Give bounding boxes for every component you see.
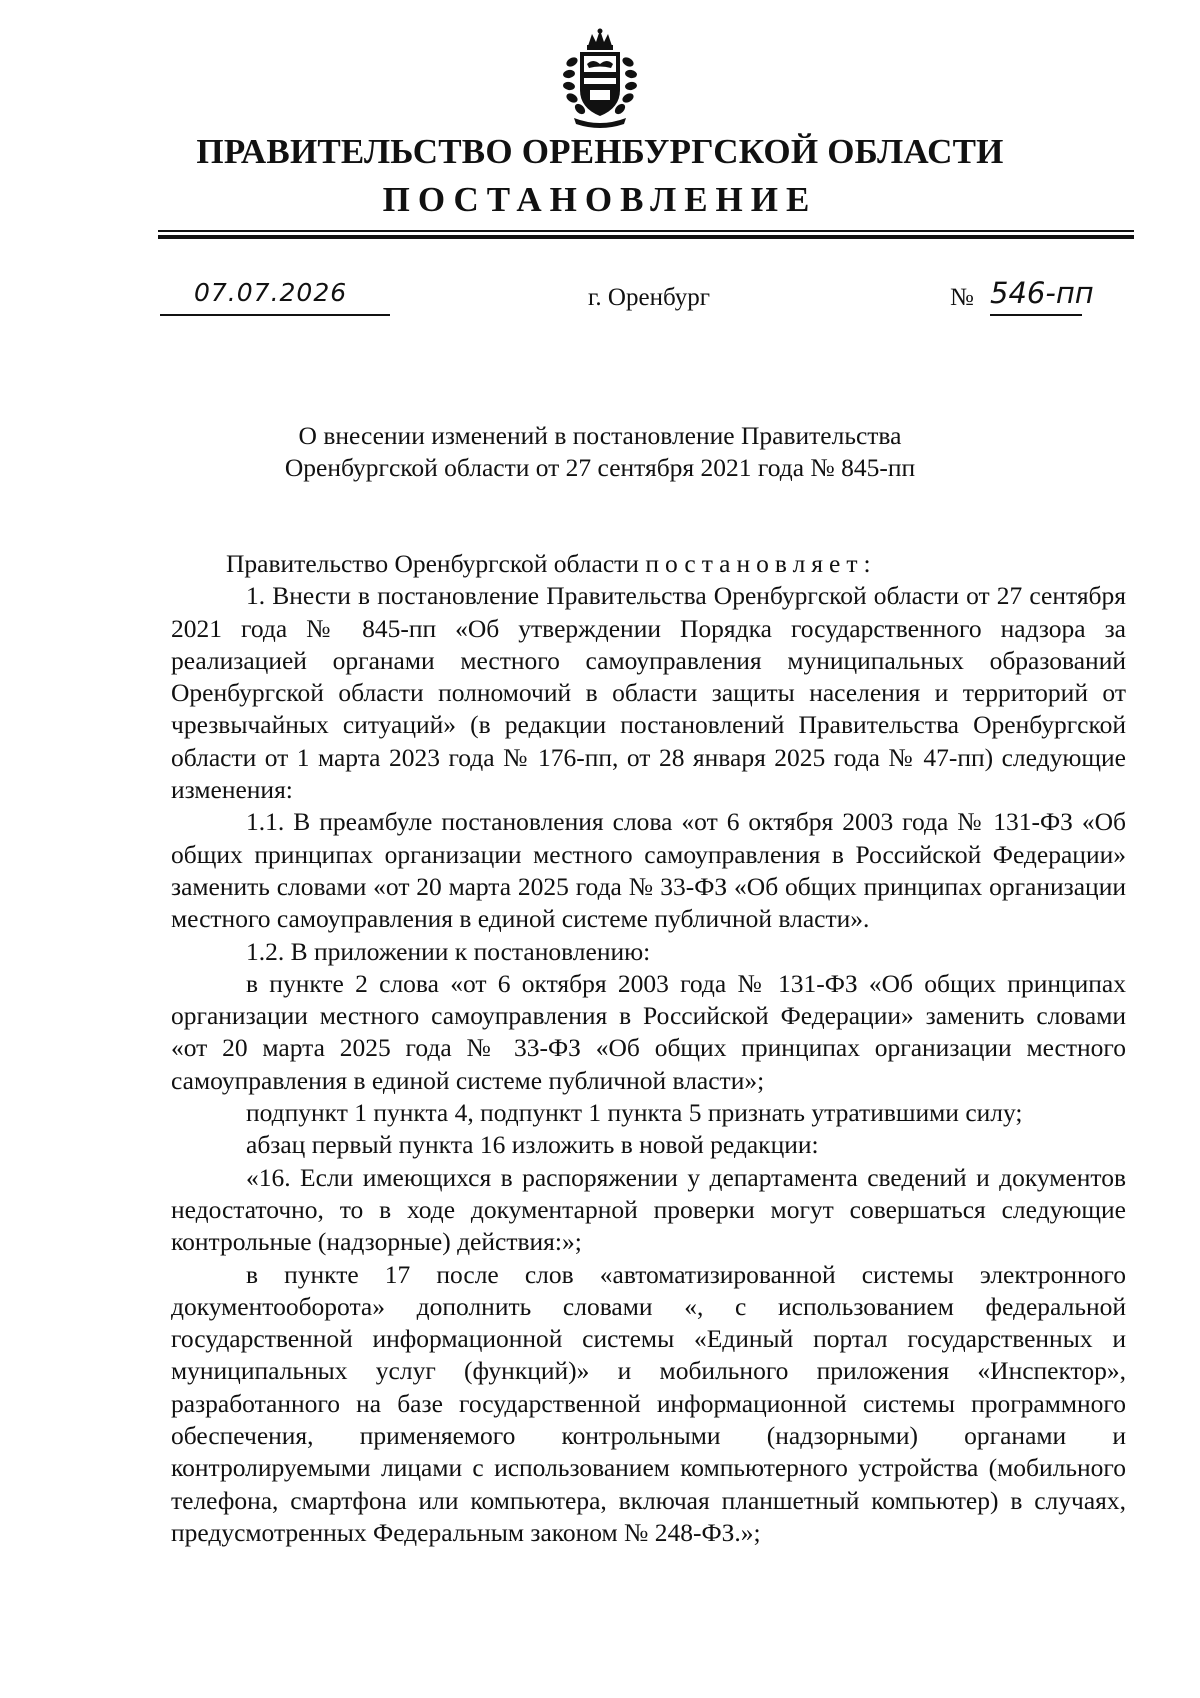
intro-decree-word: постановляет: xyxy=(645,549,877,578)
paragraph-point-17: в пункте 17 после слов «автоматизированной системы электронного документооборота» дополнить словами «, с использованием федеральной государственной информационной системы «Единый портал государственных и муниципальных услуг (функций)» и мобильного приложения «Инспектор», разработанного на базе государственной информационной системы программного обеспечения, применяемого контрольными (надзорными) органами и контролируемыми лицами с использованием компьютерного устройства (мобильного телефона, смартфона или компьютера, включая планшетный компьютер) в случаях, предусмотренных Федеральным законом № 248-ФЗ.»; xyxy=(171,1259,1126,1547)
paragraph-1-1: 1.1. В преамбуле постановления слова «от 6 октября 2003 года № 131-ФЗ «Об общих принципах организации местного самоуправления в Российской Федерации» заменить словами «от 20 марта 2025 года № 33-ФЗ «Об общих принципах организации местного самоуправления в единой системе публичной власти». xyxy=(171,807,1126,934)
paragraph-point-2: в пункте 2 слова «от 6 октября 2003 года № 131-ФЗ «Об общих принципах организации местного самоуправления в Российской Федерации» заменить словами «от 20 марта 2025 года № 33-ФЗ «Об общих принципах организации местного самоуправления в единой системе публичной власти»; xyxy=(171,968,1126,1095)
coat-of-arms-icon xyxy=(560,28,640,132)
intro-paragraph xyxy=(171,548,1126,580)
document-type-title: ПОСТАНОВЛЕНИЕ xyxy=(382,180,818,219)
header-divider-thick xyxy=(158,235,1134,239)
paragraph-abzac: абзац первый пункта 16 изложить в новой редакции: xyxy=(246,1130,819,1160)
document-city: г. Оренбург xyxy=(588,284,710,311)
number-underline xyxy=(990,314,1082,316)
subject-line-2: Оренбургской области от 27 сентября 2021 года № 845-пп xyxy=(284,453,916,482)
date-value: 07.07.2026 xyxy=(194,278,348,307)
document-subject xyxy=(170,420,1030,484)
header-divider-thin xyxy=(158,230,1134,232)
number-sign: № xyxy=(950,284,974,311)
paragraph-1: 1. Внести в постановление Правительства Оренбургской области от 27 сентября 2021 года № 845-пп «Об утверждении Порядка государственного надзора за реализацией органами местного самоуправления муниципальных образований Оренбургской области полномочий в области защиты населения и территорий от чрезвычайных ситуаций» (в редакции постановлений Правительства Оренбургской области от 1 марта 2023 года № 176-пп, от 28 января 2025 года № 47-пп) следующие изменения: xyxy=(171,581,1126,805)
organization-title: ПРАВИТЕЛЬСТВО ОРЕНБУРГСКОЙ ОБЛАСТИ xyxy=(196,132,1004,171)
paragraph-subpoints: подпункт 1 пункта 4, подпункт 1 пункта 5 признать утратившими силу; xyxy=(246,1098,1023,1128)
intro-lead: Правительство Оренбургской области xyxy=(226,549,646,578)
date-underline xyxy=(160,314,390,316)
paragraph-point-16: «16. Если имеющихся в распоряжении у департамента сведений и документов недостаточно, то в ходе документарной проверки могут совершаться следующие контрольные (надзорные) действия:»; xyxy=(171,1162,1126,1257)
subject-line-1: О внесении изменений в постановление Правительства xyxy=(298,421,902,450)
paragraph-1-2: 1.2. В приложении к постановлению: xyxy=(246,936,651,966)
number-value: 546-пп xyxy=(990,276,1094,310)
document-body xyxy=(171,548,1126,1549)
document-date xyxy=(160,276,390,320)
